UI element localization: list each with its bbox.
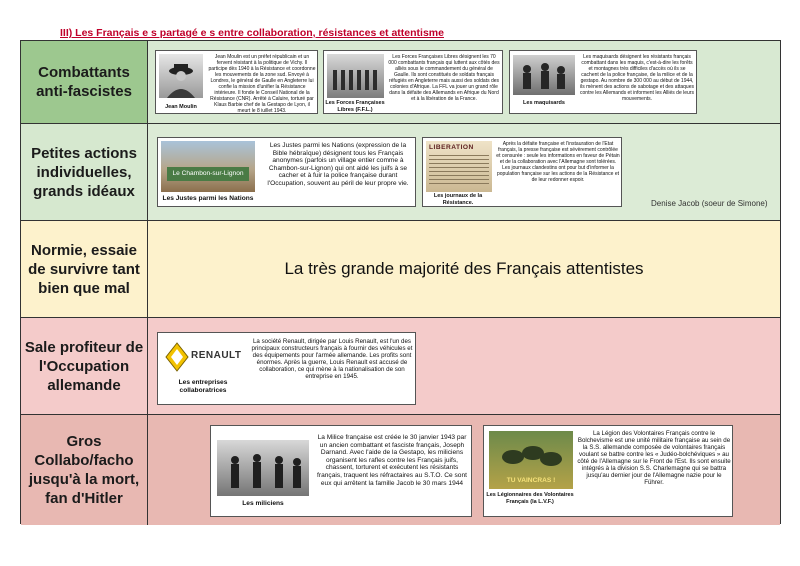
newspaper-lines (429, 155, 489, 187)
card-jean-moulin (155, 50, 318, 114)
card-caption: Les entreprises collaboratrices (178, 379, 228, 394)
row-content (148, 318, 780, 414)
row-content (148, 415, 780, 525)
card-caption: Les miliciens (242, 500, 284, 507)
poster-lvf (489, 431, 573, 489)
page-title: III) Les Français e s partagé e s entre collaboration, résistances et attentisme (60, 27, 444, 39)
row-label: Petites actions individuelles, grands idéaux (21, 124, 148, 220)
card-text: La Milice française est créée le 30 janvier 1943 par un ancien combattant et fasciste français, Joseph Darnand. Avec l'aide de la Gestapo, les miliciens organisent les rafles contre les Français juifs, chassent, torturent et exécutent les résistants français, traquent les réfractaires au S.T.O. Ce sont eux qui arrêtent la famille Jacob le 30 mars 1944 (317, 434, 467, 487)
row-content (148, 41, 780, 123)
row-individual-actions (21, 124, 780, 221)
photo-chambon-sign (161, 141, 255, 192)
row-content (148, 124, 780, 220)
card-lvf (483, 425, 733, 517)
renault-diamond-icon (165, 342, 189, 372)
card-caption: Les Justes parmi les Nations (162, 195, 254, 202)
card-caption: Les Forces Françaises Libres (F.F.L.) (325, 100, 385, 113)
card-caption: Jean Moulin (165, 104, 197, 110)
card-text: Les Forces Françaises Libres désignent les 70 000 combattants français qui luttent aux côtés des alliés sous le commandement du général de Gaulle. Ils sont constitués de soldats français réfugiés en Angleterre mais aussi des soldats des colonies d'Afrique. La FFL va jouer un grand rôle dans la défaite des Allemands en Afrique du Nord et à la libération de la France. (388, 54, 500, 102)
renault-logo (161, 339, 245, 375)
row-label: Normie, essaie de survivre tant bien que mal (21, 221, 148, 317)
card-text: Jean Moulin est un préfet républicain et un fervent résistant à la politique de Vichy. Il participe dès 1940 à la Résistance et coordonne les mouvements de la zone sud. Envoyé à Londres, le général de Gaulle en Angleterre lui confie la mission d'unifier la Résistance intérieure. Il fonde le Conseil National de la Résistance (CNR). Arrêté à Caluire, torturé par Klaus Barbie chef de la Gestapo de Lyon, il meurt le 8 juillet 1943. (208, 54, 316, 112)
renault-wordmark: RENAULT (191, 350, 242, 361)
row-label: Combattants anti-fascistes (21, 41, 148, 123)
sign-label: Le Chambon-sur-Lignon (167, 167, 249, 181)
photo-miliciens (217, 440, 309, 496)
row-label: Gros Collabo/facho jusqu'à la mort, fan d'Hitler (21, 415, 148, 525)
note-denise-jacob: Denise Jacob (soeur de Simone) (651, 199, 768, 208)
card-caption: Les journaux de la Résistance. (433, 193, 483, 206)
photo-jean-moulin (159, 54, 203, 98)
card-ffl (323, 50, 503, 114)
row-anti-fascists (21, 41, 780, 124)
card-justes (157, 137, 416, 207)
row-content (148, 221, 780, 317)
card-miliciens (210, 425, 472, 517)
summary-table (20, 40, 781, 524)
card-renault (157, 332, 416, 405)
row-attentistes (21, 221, 780, 318)
row-collabos (21, 415, 780, 525)
card-text: Les maquisards désignent les résistants français combattant dans les maquis, c'est-à-dire les forêts et montagnes très difficiles d'accès où ils se cachent de la police française, de la milice et de la gestapo. Au nombre de 300 000 au début de 1944, ils mènent des actions de sabotage et des attaques contre les Allemands et informent les Alliés de leurs mouvements. (580, 54, 694, 102)
photo-ffl-parade (327, 54, 384, 98)
photo-liberation-newspaper (426, 141, 492, 192)
card-journaux (422, 137, 622, 207)
card-maquisards (509, 50, 697, 114)
attentistes-statement: La très grande majorité des Français attentistes (284, 259, 644, 278)
row-profiteurs (21, 318, 780, 415)
card-caption: Les maquisards (523, 100, 565, 106)
row-label: Sale profiteur de l'Occupation allemande (21, 318, 148, 414)
card-text: Les Justes parmi les Nations (expression de la Bible hébraïque) désignent tous les Français anonymes (parfois un village entier comme à Chambon-sur-Lignon) qui ont aidé les juifs à se cacher et à fuir la police française durant l'Occupation, souvent au péril de leur propre vie. (267, 142, 409, 187)
card-text: La société Renault, dirigée par Louis Renault, est l'un des principaux constructeurs français à fournir des véhicules et des équipements pour l'armée allemande. Les profits sont énormes. Après la guerre, Louis Renault est accusé de collaboration, ce qui mène à la nationalisation de son entreprise en 1945. (251, 338, 413, 380)
card-caption: Les Légionnaires des Volontaires Français (la L.V.F.) (486, 492, 574, 505)
poster-slogan: TU VAINCRAS ! (506, 477, 556, 484)
newspaper-title: LIBERATION (429, 144, 474, 151)
card-text: Après la défaite française et l'instauration de l'État français, la presse française est sévèrement contrôlée et censurée : seule les informations en faveur de Pétain et de la collaboration avec l'Allemagne sont tolérées. Les journaux clandestins ont pour but d'informer la population française sur les actions de la Résistance et de leur redonner espoir. (496, 141, 620, 183)
photo-maquisards (513, 55, 575, 95)
card-text: La Légion des Volontaires Français contre le Bolchevisme est une unité militaire française au sein de la S.S. allemande composée de volontaires français voulant se battre contre les « Judéo-bolchéviques » au côté de l'Allemagne sur le Front de l'Est. Ils sont ensuite intégrés à la division S.S. Charlemagne qui se battra jusqu'au dernier jour de l'Allemagne nazie pour le Führer. (577, 430, 731, 486)
